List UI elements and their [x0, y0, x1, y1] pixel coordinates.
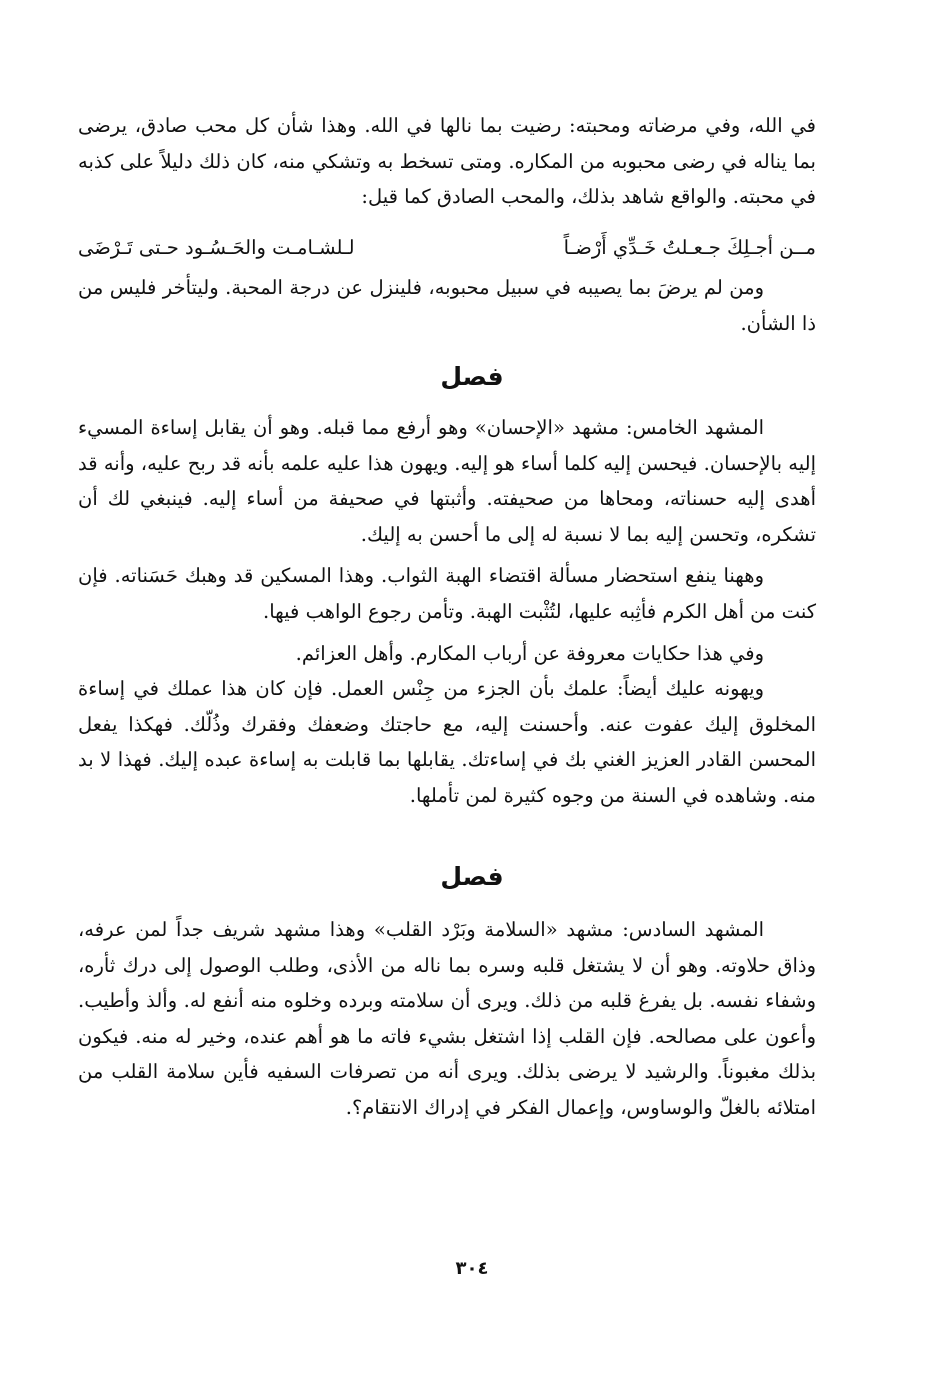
paragraph-block-3 [78, 410, 816, 814]
section-heading-1: فصل [440, 362, 504, 391]
poem-verse [78, 230, 816, 266]
paragraph: المشهد السادس: مشهد «السلامة وبَرْد القلب» وهذا مشهد شريف جداً لمن عرفه، وذاق حلاوته. وهو أن لا يشتغل قلبه وسره بما ناله من الأذى، وطلب الوصول إلى درك ثأره، وشفاء نفسه. بل يفرغ قلبه من ذلك. ويرى أن سلامته وبرده وخلوه منه أنفع له. وألذ وأطيب. وأعون على مصالحه. فإن القلب إذا اشتغل بشيء فاته ما هو أهم عنده، وخير له منه. فيكون بذلك مغبوناً. والرشيد لا يرضى بذلك. ويرى أنه من تصرفات السفيه فأين سلامة القلب من امتلائه بالغلّ والوساوس، وإعمال الفكر في إدراك الانتقام؟. [78, 918, 816, 1119]
paragraph: ومن لم يرضَ بما يصيبه في سبيل محبوبه، فلينزل عن درجة المحبة. وليتأخر فليس من ذا الشأن. [78, 276, 816, 335]
section-heading-2: فصل [440, 862, 504, 891]
verse-second-hemistich: لـلشـامـت والحَـسُـود حـتى تَـرْضَى [78, 236, 355, 259]
page-number: ٣٠٤ [455, 1258, 489, 1279]
paragraph: وههنا ينفع استحضار مسألة اقتضاء الهبة الثواب. وهذا المسكين قد وهبك حَسَناته. فإن كنت من أهل الكرم فأثِبه عليها، لتُثْبت الهبة. وتأمن رجوع الواهب فيها. [78, 564, 816, 623]
paragraph: المشهد الخامس: مشهد «الإحسان» وهو أرفع مما قبله. وهو أن يقابل إساءة المسيء إليه بالإحسان. فيحسن إليه كلما أساء هو إليه. ويهون هذا عليه علمه بأنه قد ربح عليه، وأنه قد أهدى إليه حسناته، ومحاها من صحيفته. وأثبتها في صحيفة من أساء إليه. فينبغي لك أن تشكره، وتحسن إليه بما لا نسبة له إلى ما أحسن به إليك. [78, 416, 816, 546]
paragraph: ويهونه عليك أيضاً: علمك بأن الجزء من جِنْس العمل. فإن كان هذا عملك في إساءة المخلوق إليك عفوت عنه. وأحسنت إليه، مع حاجتك وضعفك وفقرك وذُلّك. فهكذا يفعل المحسن القادر العزيز الغني بك في إساءتك. يقابلها بما قابلت به إساءة عبده إليك. فهذا لا بد منه. وشاهده في السنة من وجوه كثيرة لمن تأملها. [78, 677, 816, 807]
verse-first-hemistich: مــن أجـلِكَ جـعـلتُ خَـدِّي أَرْضـاً [563, 236, 816, 259]
paragraph: وفي هذا حكايات معروفة عن أرباب المكارم. وأهل العزائم. [295, 641, 764, 665]
paragraph: في الله، وفي مرضاته ومحبته: رضيت بما نالها في الله. وهذا شأن كل محب صادق، يرضى بما يناله في رضى محبوبه من المكاره. ومتى تسخط به وتشكي منه، كان ذلك دليلاً على كذبه في محبته. والواقع شاهد بذلك، والمحب الصادق كما قيل: [78, 114, 816, 209]
paragraph-block-4 [78, 912, 816, 1126]
paragraph-block-1 [78, 108, 816, 215]
paragraph-block-2 [78, 270, 816, 341]
